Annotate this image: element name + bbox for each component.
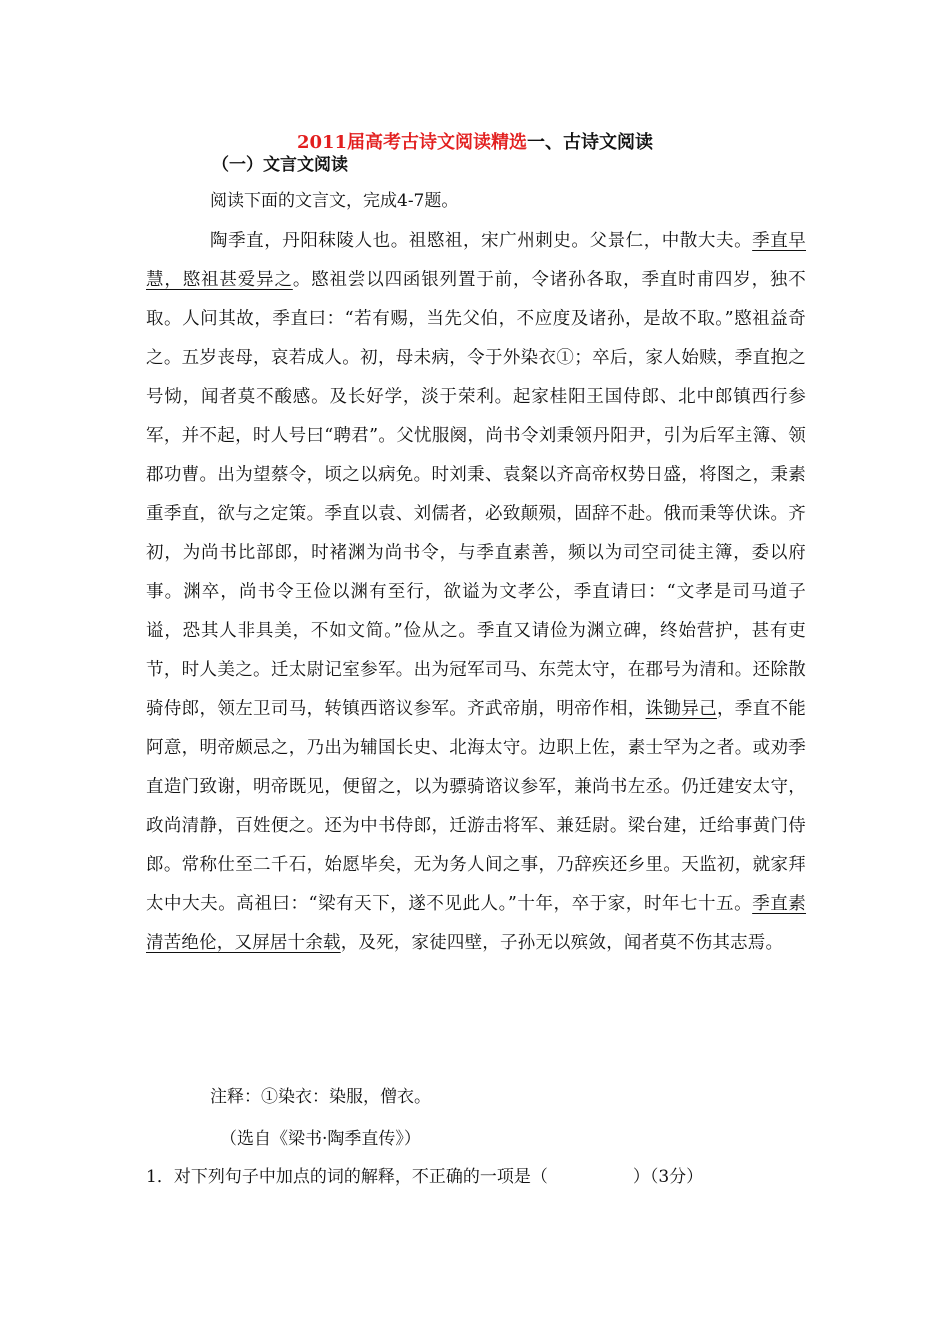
page-title xyxy=(0,128,950,154)
question-1: 1．对下列句子中加点的词的解释，不正确的一项是（ ）（3分） xyxy=(146,1167,704,1187)
passage-paragraph xyxy=(146,222,806,963)
underlined-sentence: 诛锄异己 xyxy=(645,699,717,719)
passage-segment: 陶季直，丹阳秣陵人也。祖愍祖，宋广州刺史。父景仁，中散大夫。 xyxy=(210,231,753,251)
passage-segment: ，季直不能阿意，明帝颇忌之，乃出为辅国长史、北海太守。边职上佐，素士罕为之者。或劝季直造门致谢，明帝既见，便留之，以为骠骑谘议参军，兼尚书左丞。仍迁建安太守，政尚清静，百姓便之。还为中书侍郎，迁游击将军、兼廷尉。梁台建，迁给事黄门侍郎。常称仕至二千石，始愿毕矣，无为务人间之事，乃辞疾还乡里。天监初，就家拜太中大夫。高祖曰：“梁有天下，遂不见此人。”十年，卒于家，时年七十五。 xyxy=(146,699,807,914)
source-citation: （选自《梁书·陶季直传》） xyxy=(220,1129,421,1149)
classical-passage xyxy=(146,222,806,963)
title-red-part: 2011届高考古诗文阅读精选 xyxy=(296,132,528,153)
reading-instruction: 阅读下面的文言文，完成4-7题。 xyxy=(210,191,459,211)
passage-segment: ，及死，家徒四壁，子孙无以殡敛，闻者莫不伤其志焉。 xyxy=(340,933,784,953)
underlined-sentence: 季直早慧，愍祖甚爱异之 xyxy=(146,231,806,290)
annotation-note: 注释：①染衣：染服，僧衣。 xyxy=(210,1087,431,1107)
passage-segment: 。愍祖尝以四函银列置于前，令诸孙各取，季直时甫四岁，独不取。人问其故，季直曰：“若有赐，当先父伯，不应度及诸孙，是故不取。”愍祖益奇之。五岁丧母，哀若成人。初，母未病，令于外染衣①；卒后，家人始赎，季直抱之号恸，闻者莫不酸感。及长好学，淡于荣利。起家桂阳王国侍郎、北中郎镇西行参军，并不起，时人号曰“聘君”。父忧服阕，尚书令刘秉领丹阳尹，引为后军主簿、领郡功曹。出为望蔡令，顷之以病免。时刘秉、袁粲以齐高帝权势日盛，将图之，秉素重季直，欲与之定策。季直以袁、刘儒者，必致颠殒，固辞不赴。俄而秉等伏诛。齐初，为尚书比部郎，时褚渊为尚书令，与季直素善，频以为司空司徒主簿，委以府事。渊卒，尚书令王俭以渊有至行，欲谥为文孝公，季直请曰：“文孝是司马道子谥，恐其人非具美，不如文简。”俭从之。季直又请俭为渊立碑，终始营护，甚有吏节，时人美之。迁太尉记室参军。出为冠军司马、东莞太守，在郡号为清和。还除散骑侍郎，领左卫司马，转镇西谘议参军。齐武帝崩，明帝作相， xyxy=(146,270,806,719)
underlined-sentence: 季直素清苦绝伦，又屏居十余载 xyxy=(146,894,807,953)
title-black-part: 一、古诗文阅读 xyxy=(527,132,654,153)
section-heading: （一）文言文阅读 xyxy=(212,155,348,175)
